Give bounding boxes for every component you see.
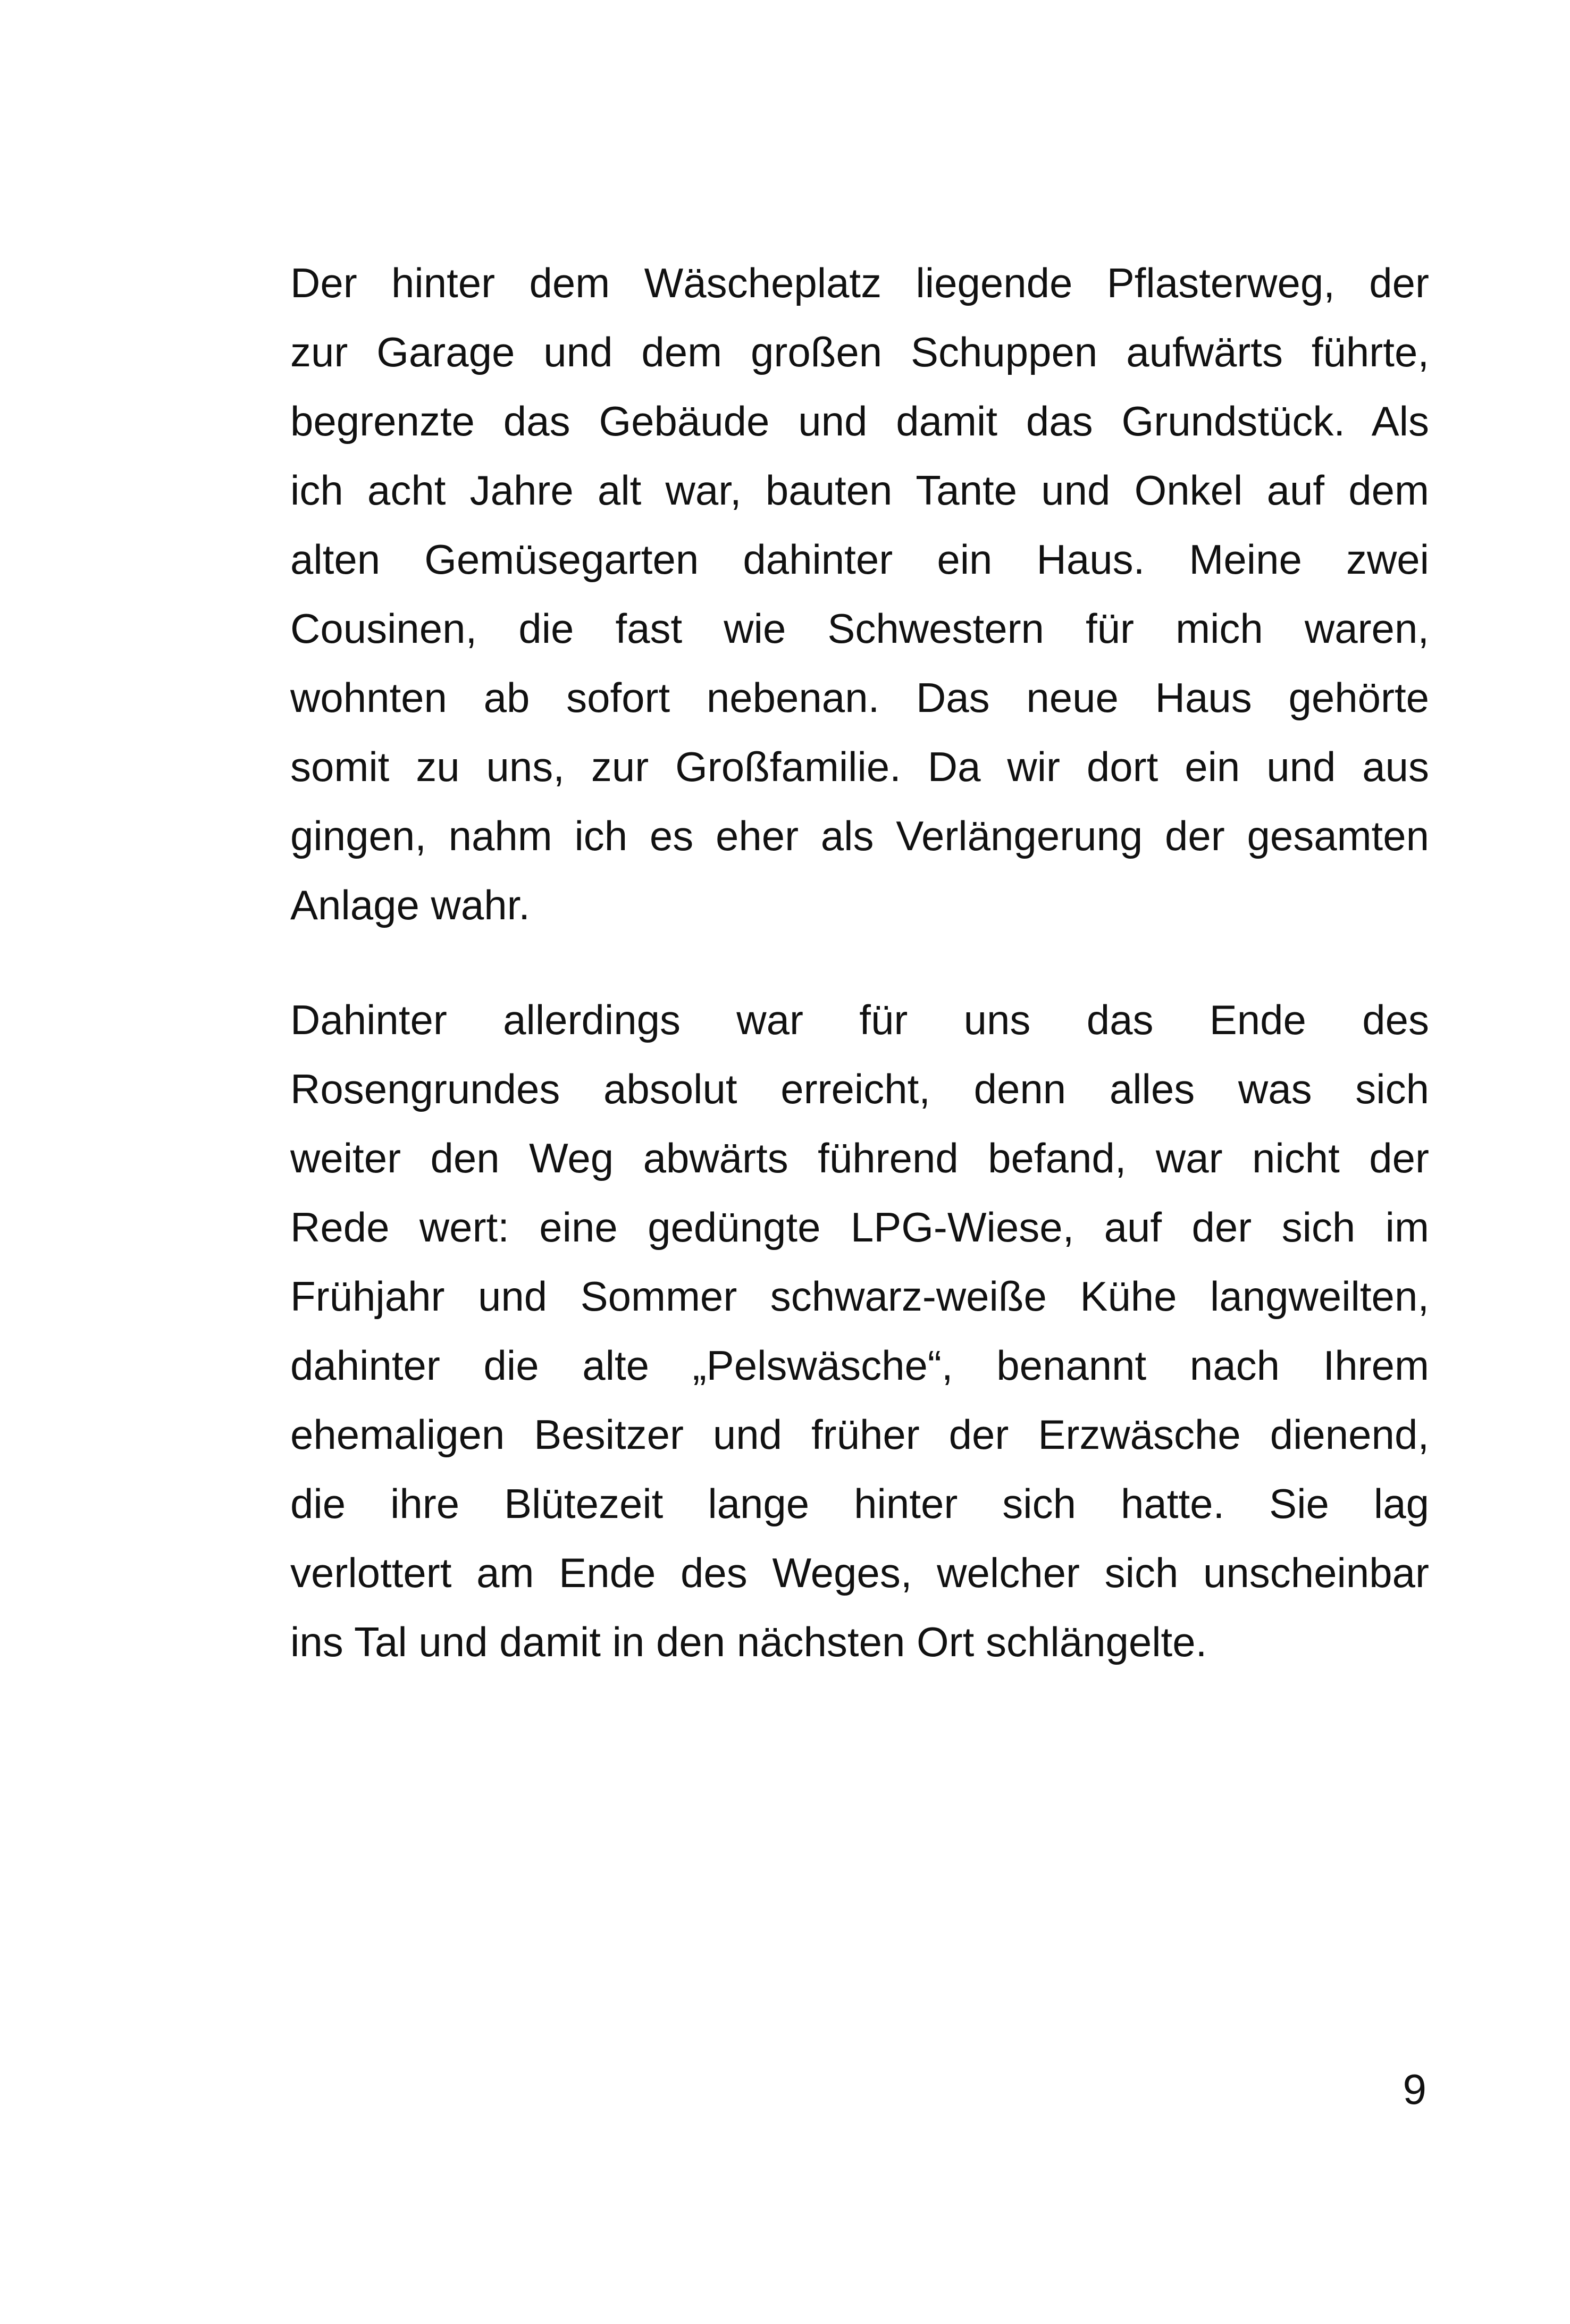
text-line: alten Gemüsegarten dahinter ein Haus. Meine zwei [290, 536, 1429, 583]
text-line: Anlage wahr. [290, 882, 530, 928]
text-line: ehemaligen Besitzer und früher der Erzwäsche dienend, [290, 1411, 1429, 1458]
text-line: gingen, nahm ich es eher als Verlängerung der gesamten [290, 812, 1429, 859]
text-line: Cousinen, die fast wie Schwestern für mich waren, [290, 605, 1429, 652]
text-line: die ihre Blütezeit lange hinter sich hatte. Sie lag [290, 1480, 1429, 1527]
text-line: ins Tal und damit in den nächsten Ort schlängelte. [290, 1618, 1207, 1665]
text-line: Rede wert: eine gedüngte LPG-Wiese, auf der sich im [290, 1204, 1429, 1251]
text-line: verlottert am Ende des Weges, welcher sich unscheinbar [290, 1549, 1429, 1596]
paragraph-2 [290, 985, 1429, 1676]
text-line: Rosengrundes absolut erreicht, denn alles was sich [290, 1065, 1429, 1112]
text-line: dahinter die alte „Pelswäsche“, benannt nach Ihrem [290, 1342, 1429, 1389]
text-line: weiter den Weg abwärts führend befand, war nicht der [290, 1135, 1429, 1181]
page-number: 9 [1403, 2066, 1426, 2113]
text-line: ich acht Jahre alt war, bauten Tante und Onkel auf dem [290, 467, 1429, 514]
text-line: Dahinter allerdings war für uns das Ende des [290, 996, 1429, 1043]
paragraph-1 [290, 248, 1429, 939]
text-line: somit zu uns, zur Großfamilie. Da wir dort ein und aus [290, 743, 1429, 790]
text-line: Frühjahr und Sommer schwarz-weiße Kühe langweilten, [290, 1273, 1429, 1320]
text-line: Der hinter dem Wäscheplatz liegende Pflasterweg, der [290, 259, 1429, 306]
text-line: begrenzte das Gebäude und damit das Grundstück. Als [290, 398, 1429, 444]
text-line: zur Garage und dem großen Schuppen aufwärts führte, [290, 329, 1429, 375]
text-line: wohnten ab sofort nebenan. Das neue Haus gehörte [290, 674, 1429, 721]
